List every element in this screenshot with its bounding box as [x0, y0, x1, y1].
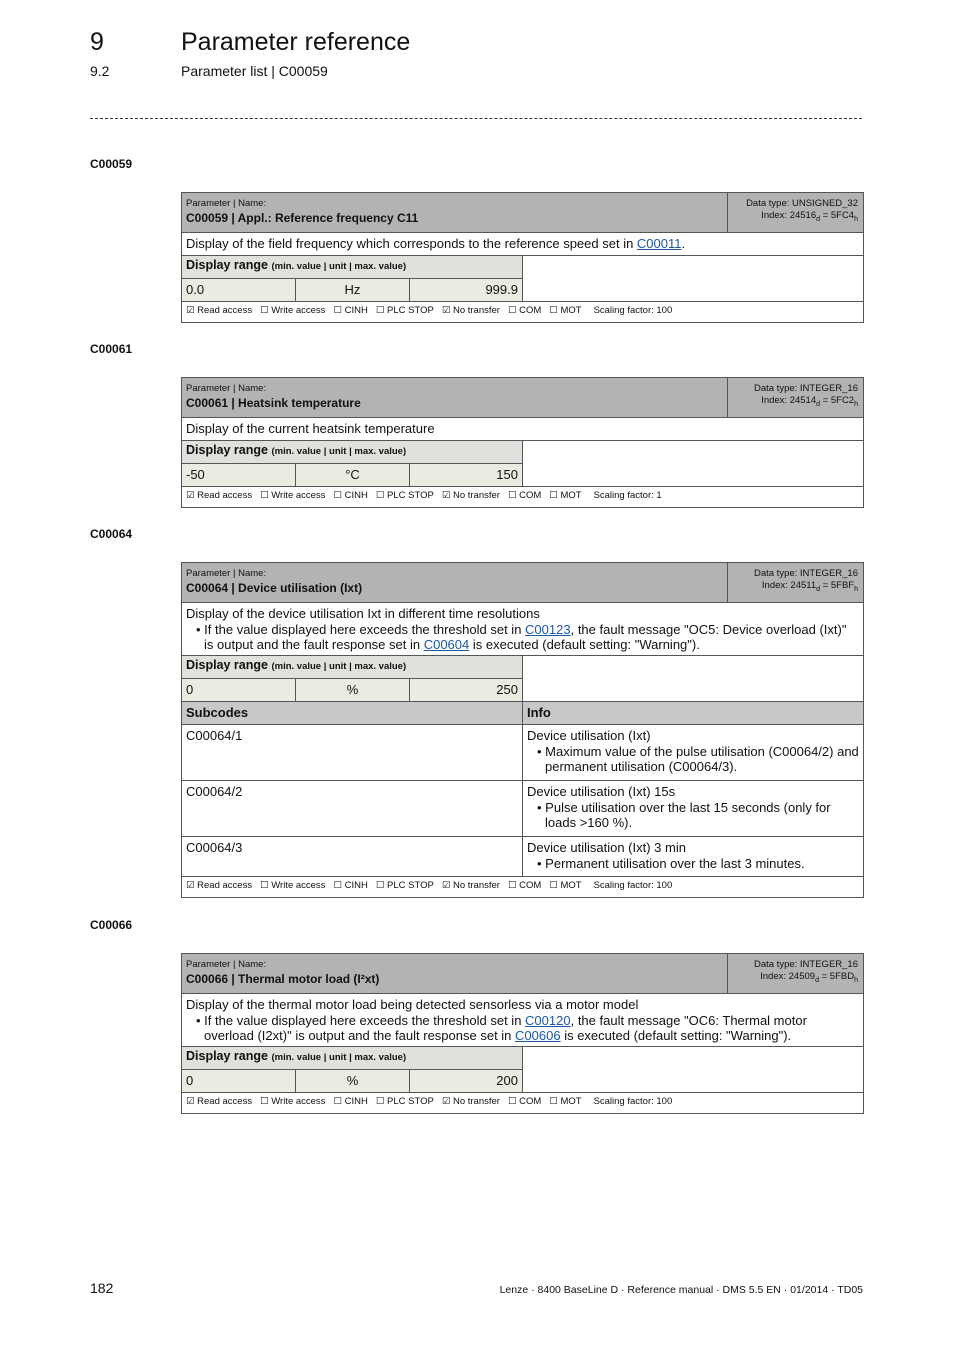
range-unit: °C: [296, 464, 410, 486]
display-range: Display range (min. value | unit | max. value) -50 °C 150: [182, 441, 863, 487]
range-unit: Hz: [296, 279, 410, 301]
param-description: Display of the thermal motor load being detected sensorless via a motor model • If the value displayed here exceeds the threshold set in C00120, the fault message "OC6: Thermal motor overload (I2xt)" is output and the fault response set in C00606 is executed (default setting: "Warning").: [182, 994, 863, 1047]
subcode: C00064/3: [182, 837, 523, 876]
table-row: C00064/1 Device utilisation (Ixt) • Maximum value of the pulse utilisation (C00064/2) and permanent utilisation (C00064/3).: [182, 725, 863, 781]
section-title: Parameter list | C00059: [181, 63, 328, 79]
param-table-c00064: [181, 562, 864, 898]
scaling-factor: Scaling factor: 100: [593, 1096, 673, 1107]
range-max: 150: [496, 467, 518, 482]
range-unit: %: [296, 1070, 410, 1092]
display-range-label: Display range: [186, 658, 268, 672]
param-name: C00061 | Heatsink temperature: [186, 396, 361, 410]
table-row: C00064/2 Device utilisation (Ixt) 15s • Pulse utilisation over the last 15 seconds (only for loads >160 %).: [182, 781, 863, 837]
param-index: Index: $24516_d = 5FC4_h$: [761, 210, 858, 223]
subcodes-header: Subcodes Info: [182, 702, 863, 725]
display-range-label: Display range: [186, 443, 268, 457]
range-min: 0: [182, 1070, 296, 1092]
data-type: Data type: INTEGER_16: [753, 568, 858, 579]
param-name-label: Parameter | Name:: [186, 383, 267, 394]
param-table-header: [182, 193, 863, 233]
list-item: • If the value displayed here exceeds the threshold set in C00123, the fault message "OC5: Device overload (Ixt)" is output and the fault response set in C00604 is executed (default setting: "Warning").: [196, 622, 847, 652]
page-number: 182: [90, 1280, 114, 1296]
range-max: 200: [496, 1073, 518, 1088]
access-flags: ☑ Read access ☐ Write access ☐ CINH ☐ PLC STOP ☑ No transfer ☐ COM ☐ MOT Scaling factor: 100: [186, 880, 673, 891]
data-type: Data type: INTEGER_16: [753, 383, 858, 394]
range-min: -50: [182, 464, 296, 486]
header-divider: [90, 118, 862, 119]
display-range-label: Display range: [186, 1049, 268, 1063]
display-range: Display range (min. value | unit | max. value) 0.0 Hz 999.9: [182, 256, 863, 302]
link-c00120[interactable]: C00120: [525, 1013, 571, 1028]
link-c00604[interactable]: C00604: [423, 637, 470, 652]
param-description: Display of the device utilisation Ixt in different time resolutions • If the value displayed here exceeds the threshold set in C00123, the fault message "OC5: Device overload (Ixt)" is output and the fault response set in C00604 is executed (default setting: "Warning").: [182, 603, 863, 656]
range-min: 0.0: [182, 279, 296, 301]
param-heading: C00059: [90, 157, 133, 171]
data-type: Data type: INTEGER_16: [753, 959, 858, 970]
param-name: C00066 | Thermal motor load (I²xt): [186, 972, 380, 986]
param-table-c00061: [181, 377, 864, 508]
scaling-factor: Scaling factor: 100: [593, 880, 673, 891]
range-unit: %: [296, 679, 410, 701]
param-name: C00059 | Appl.: Reference frequency C11: [186, 211, 419, 225]
link-c00606[interactable]: C00606: [515, 1028, 561, 1043]
document-info: Lenze · 8400 BaseLine D · Reference manual · DMS 5.5 EN · 01/2014 · TD05: [499, 1284, 863, 1296]
param-index: Index: $24514_d = 5FC2_h$: [761, 395, 858, 408]
param-name-label: Parameter | Name:: [186, 198, 267, 209]
scaling-factor: Scaling factor: 1: [593, 490, 662, 501]
range-max: 999.9: [485, 282, 518, 297]
param-table-c00066: [181, 953, 864, 1114]
subcode-info: Permanent utilisation over the last 3 minutes.: [545, 855, 805, 871]
range-max: 250: [496, 682, 518, 697]
range-min: 0: [182, 679, 296, 701]
display-range: Display range (min. value | unit | max. value) 0 % 200: [182, 1047, 863, 1093]
subcode-info: Pulse utilisation over the last 15 seconds (only for loads >160 %).: [545, 799, 831, 830]
param-heading: C00061: [90, 342, 133, 356]
access-flags: ☑ Read access ☐ Write access ☐ CINH ☐ PLC STOP ☑ No transfer ☐ COM ☐ MOT Scaling factor: 100: [186, 305, 673, 316]
display-range: Display range (min. value | unit | max. value) 0 % 250: [182, 656, 863, 702]
param-table-header: [182, 563, 863, 603]
param-name-label: Parameter | Name:: [186, 568, 267, 579]
link-c00123[interactable]: C00123: [525, 622, 571, 637]
param-heading: C00066: [90, 918, 133, 932]
access-flags: ☑ Read access ☐ Write access ☐ CINH ☐ PLC STOP ☑ No transfer ☐ COM ☐ MOT Scaling factor: 1: [186, 490, 662, 501]
subcode-title: Device utilisation (Ixt): [527, 728, 651, 743]
table-row: C00064/3 Device utilisation (Ixt) 3 min • Permanent utilisation over the last 3 minutes.: [182, 837, 863, 877]
param-table-header: [182, 378, 863, 418]
param-name: C00064 | Device utilisation (Ixt): [186, 581, 363, 595]
chapter-title: Parameter reference: [181, 28, 411, 56]
subcode-info: Maximum value of the pulse utilisation (C00064/2) and permanent utilisation (C00064/3).: [545, 743, 859, 774]
param-description: Display of the field frequency which corresponds to the reference speed set in C00011.: [182, 233, 863, 256]
param-description: Display of the current heatsink temperature: [182, 418, 863, 441]
param-index: Index: $24511_d = 5FBF_h$: [761, 580, 858, 593]
section-number: 9.2: [90, 63, 110, 79]
param-table-c00059: [181, 192, 864, 323]
access-flags: ☑ Read access ☐ Write access ☐ CINH ☐ PLC STOP ☑ No transfer ☐ COM ☐ MOT Scaling factor: 100: [186, 1096, 673, 1107]
subcode: C00064/1: [182, 725, 523, 780]
param-table-header: [182, 954, 863, 994]
param-name-label: Parameter | Name:: [186, 959, 267, 970]
subcode-title: Device utilisation (Ixt) 3 min: [527, 840, 686, 855]
link-c00011[interactable]: C00011: [636, 236, 682, 251]
display-range-label: Display range: [186, 258, 268, 272]
data-type: Data type: UNSIGNED_32: [746, 198, 858, 209]
scaling-factor: Scaling factor: 100: [593, 305, 673, 316]
subcode-title: Device utilisation (Ixt) 15s: [527, 784, 676, 799]
chapter-number: 9: [90, 28, 104, 56]
subcode: C00064/2: [182, 781, 523, 836]
param-index: Index: $24509_d = 5FBD_h$: [760, 971, 858, 984]
list-item: • If the value displayed here exceeds the threshold set in C00120, the fault message "OC6: Thermal motor overload (I2xt)" is output and the fault response set in C00606 is executed (default setting: "Warning").: [196, 1013, 807, 1043]
param-heading: C00064: [90, 527, 133, 541]
